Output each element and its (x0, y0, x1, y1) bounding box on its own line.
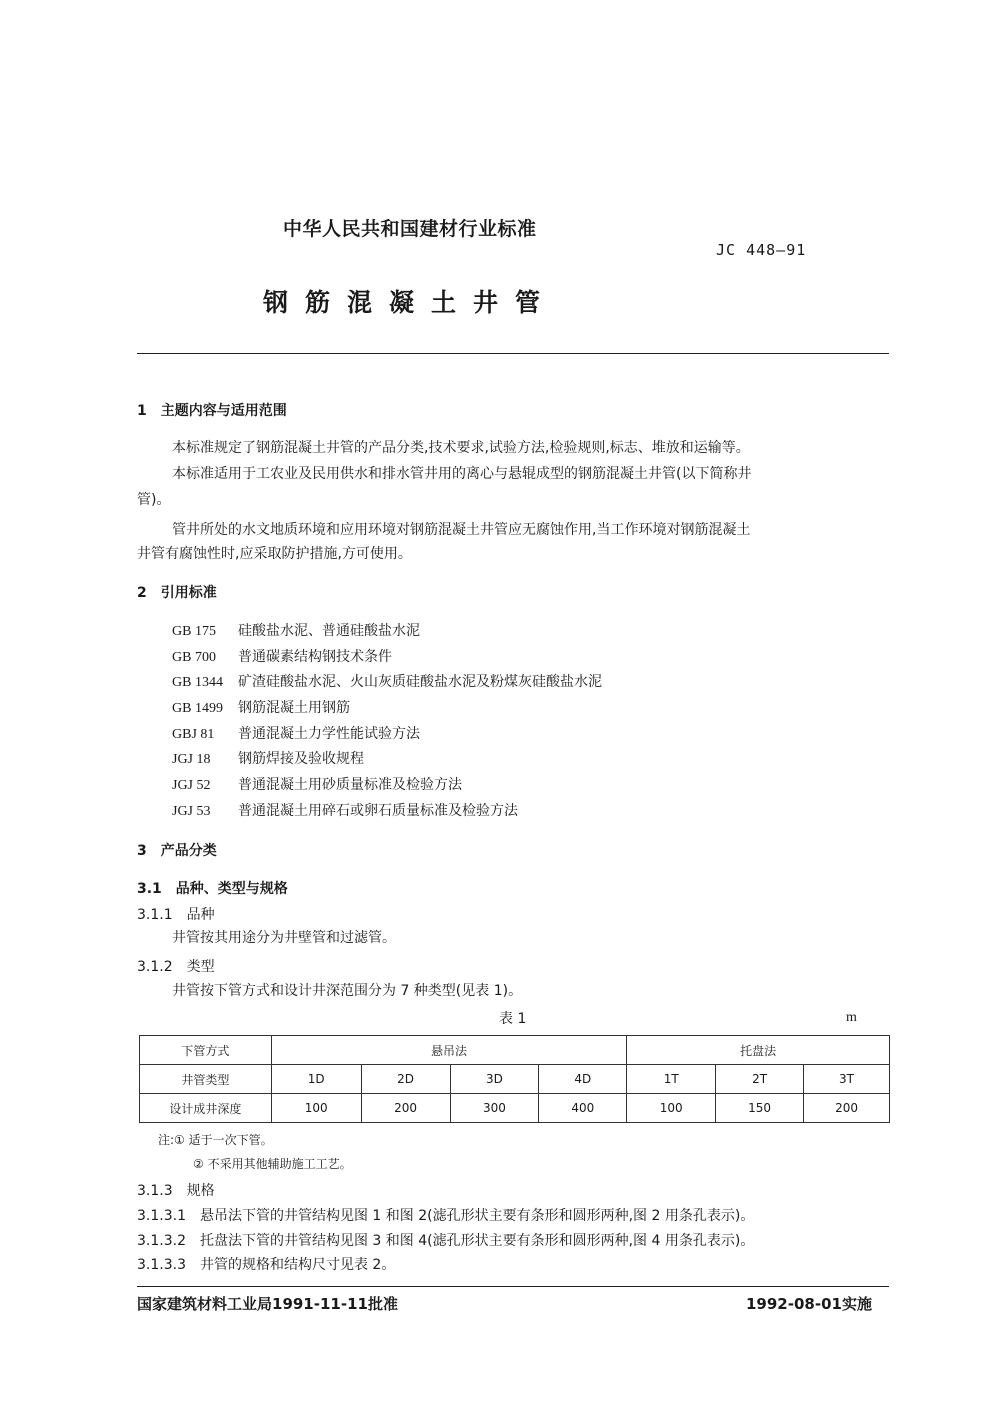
ref-code: JGJ 53 (172, 804, 211, 819)
section-3-1-3-3: 3.1.3.3 井管的规格和结构尺寸见表 2。 (137, 1257, 396, 1273)
section-3-1-3-2: 3.1.3.2 托盘法下管的井管结构见图 3 和图 4(滤孔形状主要有条形和圆形两种,图 4 用条孔表示)。 (137, 1233, 755, 1249)
row-label-type: 井管类型 (140, 1065, 272, 1094)
ref-item (172, 671, 602, 691)
issuing-organization: 中华人民共和国建材行业标准 (283, 218, 537, 240)
section-3-heading: 3 产品分类 (137, 843, 217, 859)
header-divider (137, 353, 889, 354)
section-3-1-3-1: 3.1.3.1 悬吊法下管的井管结构见图 1 和图 2(滤孔形状主要有条形和圆形两种,图 2 用条孔表示)。 (137, 1208, 755, 1224)
depth-cell: 400 (539, 1094, 627, 1123)
ref-name: 钢筋焊接及验收规程 (238, 751, 364, 767)
ref-code: GB 1344 (172, 675, 223, 690)
footer-divider (137, 1286, 889, 1287)
section-1-para-3-cont: 井管有腐蚀性时,应采取防护措施,方可使用。 (137, 546, 412, 562)
ref-code: JGJ 52 (172, 778, 211, 793)
ref-code: GBJ 81 (172, 727, 215, 742)
ref-code: GB 1499 (172, 701, 223, 716)
type-cell: 1T (627, 1065, 716, 1094)
table-1-caption: 表 1 (499, 1011, 527, 1027)
document-title: 钢筋混凝土井管 (263, 288, 558, 317)
depth-cell: 200 (804, 1094, 890, 1123)
section-3-1-2-heading: 3.1.2 类型 (137, 959, 215, 975)
ref-name: 普通混凝土用砂质量标准及检验方法 (238, 777, 462, 793)
ref-name: 普通碳素结构钢技术条件 (238, 649, 392, 665)
section-3-1-3-heading: 3.1.3 规格 (137, 1183, 215, 1199)
ref-item (172, 646, 392, 666)
section-3-1-2-text: 井管按下管方式和设计井深范围分为 7 种类型(见表 1)。 (172, 983, 523, 999)
type-cell: 2D (361, 1065, 450, 1094)
depth-cell: 200 (361, 1094, 450, 1123)
type-cell: 3T (804, 1065, 890, 1094)
depth-cell: 300 (450, 1094, 539, 1123)
ref-item (172, 723, 420, 743)
row-label-method: 下管方式 (140, 1036, 272, 1065)
ref-code: JGJ 18 (172, 752, 211, 767)
ref-name: 硅酸盐水泥、普通硅酸盐水泥 (238, 623, 420, 639)
depth-cell: 150 (716, 1094, 804, 1123)
table-row (140, 1036, 890, 1065)
ref-item (172, 800, 518, 820)
type-cell: 3D (450, 1065, 539, 1094)
depth-cell: 100 (271, 1094, 361, 1123)
section-1-para-2: 本标准适用于工农业及民用供水和排水管井用的离心与悬辊成型的钢筋混凝土井管(以下简称井 (172, 466, 752, 482)
section-3-1-heading: 3.1 品种、类型与规格 (137, 881, 288, 897)
table-note-2: ② 不采用其他辅助施工工艺。 (193, 1157, 352, 1171)
row-label-depth: 设计成井深度 (140, 1094, 272, 1123)
table-1-unit: m (846, 1010, 857, 1025)
section-1-para-2-cont: 管)。 (137, 492, 171, 508)
effective-date: 1992-08-01实施 (746, 1295, 872, 1313)
ref-name: 普通混凝土用碎石或卵石质量标准及检验方法 (238, 803, 518, 819)
type-cell: 1D (271, 1065, 361, 1094)
ref-code: GB 175 (172, 624, 216, 639)
ref-name: 普通混凝土力学性能试验方法 (238, 726, 420, 742)
ref-code: GB 700 (172, 650, 216, 665)
standard-code: JC 448—91 (716, 241, 807, 259)
table-1 (139, 1035, 890, 1123)
type-cell: 4D (539, 1065, 627, 1094)
ref-item (172, 620, 420, 640)
ref-item (172, 774, 462, 794)
section-1-para-3: 管井所处的水文地质环境和应用环境对钢筋混凝土井管应无腐蚀作用,当工作环境对钢筋混凝土 (172, 522, 751, 538)
group-suspend: 悬吊法 (271, 1036, 627, 1065)
ref-item (172, 697, 350, 717)
depth-cell: 100 (627, 1094, 716, 1123)
ref-name: 钢筋混凝土用钢筋 (238, 700, 350, 716)
table-note-1: 注:① 适于一次下管。 (158, 1133, 273, 1147)
section-3-1-1-text: 井管按其用途分为井壁管和过滤管。 (172, 930, 396, 946)
section-1-para-1: 本标准规定了钢筋混凝土井管的产品分类,技术要求,试验方法,检验规则,标志、堆放和运输等。 (172, 440, 750, 456)
ref-item (172, 748, 364, 768)
table-row (140, 1094, 890, 1123)
group-tray: 托盘法 (627, 1036, 890, 1065)
table-row (140, 1065, 890, 1094)
type-cell: 2T (716, 1065, 804, 1094)
section-2-heading: 2 引用标准 (137, 585, 217, 601)
section-3-1-1-heading: 3.1.1 品种 (137, 907, 215, 923)
ref-name: 矿渣硅酸盐水泥、火山灰质硅酸盐水泥及粉煤灰硅酸盐水泥 (238, 674, 602, 690)
section-1-heading: 1 主题内容与适用范围 (137, 403, 287, 419)
approval-date: 国家建筑材料工业局1991-11-11批准 (137, 1295, 398, 1313)
